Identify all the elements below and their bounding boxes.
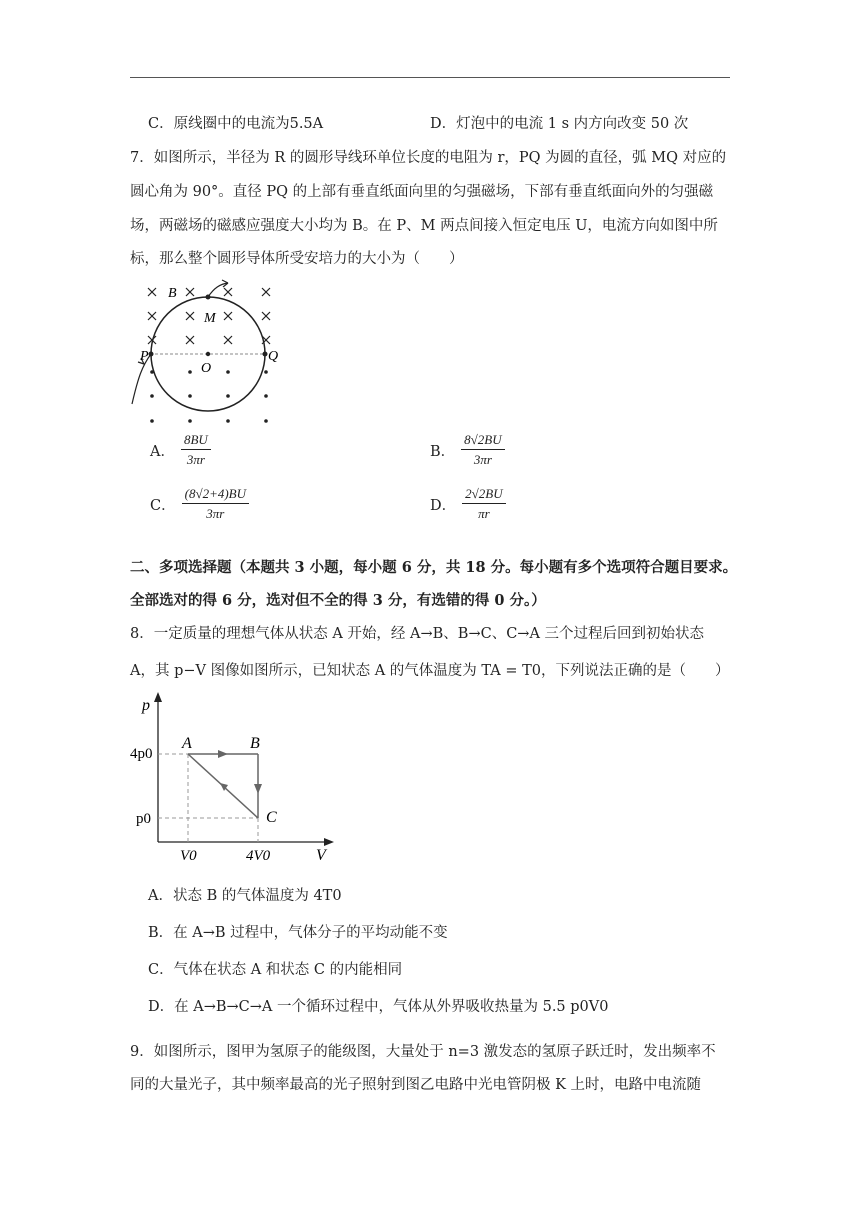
- q7-option-a: A． $\frac{8BU}{3\pi r}$: [150, 434, 211, 470]
- label-p: P: [140, 349, 149, 364]
- q7-stem-line3: 场，两磁场的磁感应强度大小均为 B。在 P、M 两点间接入恒定电压 U，电流方向如图中所: [130, 218, 718, 234]
- x-tick-4v0: 4V0: [246, 848, 271, 864]
- q8-option-c: C．气体在状态 A 和状态 C 的内能相同: [148, 962, 403, 978]
- q8-option-a: A．状态 B 的气体温度为 4T0: [148, 888, 342, 904]
- q8-stem-line2: A，其 p−V 图像如图所示，已知状态 A 的气体温度为 TA = T0，下列说法正确的是（ ）: [130, 663, 730, 679]
- header-rule: [130, 77, 730, 78]
- state-c-label: C: [266, 809, 277, 826]
- q8-stem-line1: 8．一定质量的理想气体从状态 A 开始，经 A→B、B→C、C→A 三个过程后回到初始状态: [130, 626, 705, 642]
- q8-option-d: D．在 A→B→C→A 一个循环过程中，气体从外界吸收热量为 5.5 p0V0: [148, 999, 609, 1015]
- section2-heading-line2: 全部选对的得 6 分，选对但不全的得 3 分，有选错的得 0 分。）: [130, 592, 546, 609]
- q7-stem-line2: 圆心角为 90°。直径 PQ 的上部有垂直纸面向里的匀强磁场，下部有垂直纸面向外的匀强磁: [130, 184, 714, 200]
- label-m: M: [204, 311, 216, 326]
- v-axis-label: V: [316, 847, 326, 864]
- q7-circuit-figure: [128, 278, 288, 428]
- q7-option-b: B． $\frac{8√2BU}{3\pi r}$: [430, 434, 505, 470]
- y-tick-4p0: 4p0: [130, 746, 153, 762]
- q9-stem-line1: 9．如图所示，图甲为氢原子的能级图，大量处于 n=3 激发态的氢原子跃迁时，发出频率不: [130, 1044, 716, 1060]
- q7-option-c: C． $\frac{(8√2+4)BU}{3\pi r}$: [150, 488, 249, 524]
- q6-option-d: D．灯泡中的电流 1 s 内方向改变 50 次: [430, 116, 689, 132]
- q6-option-c: C．原线圈中的电流为5.5A: [148, 116, 324, 132]
- section2-heading-line1: 二、多项选择题（本题共 3 小题，每小题 6 分，共 18 分。每小题有多个选项符合题目要求。: [130, 559, 738, 576]
- q7-option-d: D． $\frac{2√2BU}{\pi r}$: [430, 488, 506, 524]
- state-a-label: A: [182, 735, 192, 752]
- x-tick-v0: V0: [180, 848, 197, 864]
- q7-stem-line4: 标，那么整个圆形导体所受安培力的大小为（ ）: [130, 251, 464, 267]
- q7-stem-line1: 7．如图所示，半径为 R 的圆形导线环单位长度的电阻为 r，PQ 为圆的直径，弧 MQ 对应的: [130, 150, 727, 166]
- q8-pv-graph: [130, 690, 345, 870]
- y-tick-p0: p0: [136, 811, 151, 827]
- q9-stem-line2: 同的大量光子，其中频率最高的光子照射到图乙电路中光电管阴极 K 上时，电路中电流随: [130, 1077, 702, 1093]
- p-axis-label: p: [142, 697, 150, 714]
- label-o: O: [201, 361, 212, 376]
- state-b-label: B: [250, 735, 260, 752]
- label-b: B: [168, 286, 177, 301]
- label-q: Q: [268, 349, 279, 364]
- field-out-of-page-marks: [150, 370, 268, 423]
- q8-option-b: B．在 A→B 过程中，气体分子的平均动能不变: [148, 925, 448, 941]
